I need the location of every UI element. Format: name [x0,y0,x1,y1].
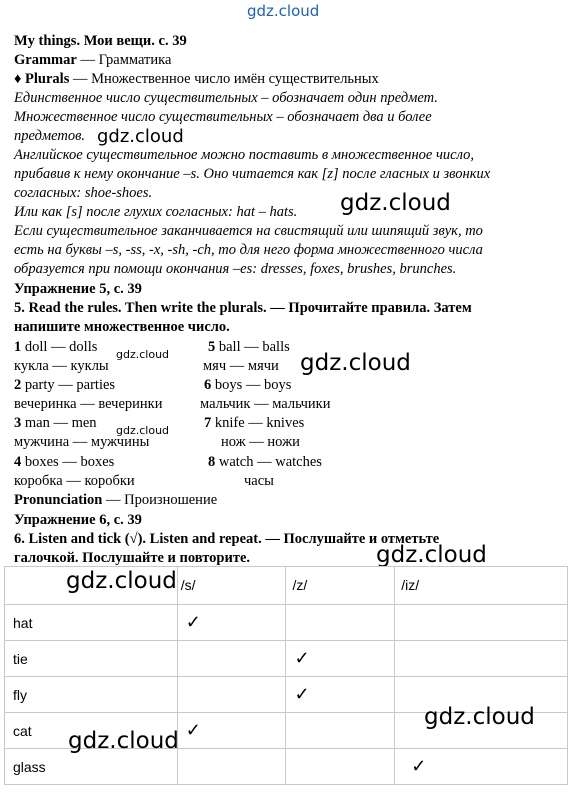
exercise5-heading: Упражнение 5, с. 39 [14,281,142,297]
check-icon: ✓ [185,720,201,740]
rule-line: Множественное число существительных – обозначает два и более [14,109,432,125]
column-header-iz: /iz/ [395,567,568,605]
word-cell: tie [5,641,178,677]
tick-cell [177,713,286,749]
grammar-label: Grammar [14,52,77,68]
exercise6-task: 6. Listen and tick (√). Listen and repeat. — Послушайте и отметьте [14,531,440,547]
answer-item: 4 boxes — boxes [14,454,115,470]
watermark: gdz.cloud [376,542,487,568]
answer-item: 8 watch — watches [208,454,322,470]
tick-cell [177,605,286,641]
tick-cell [395,749,568,785]
tick-cell [286,641,395,677]
answer-item: 1 doll — dolls [14,339,98,355]
watermark: gdz.cloud [424,704,535,730]
answer-translation: мужчина — мужчины [14,434,150,450]
tick-cell [286,749,395,785]
word-cell: hat [5,605,178,641]
watermark: gdz.cloud [116,424,170,437]
plurals-translation: — Множественное число имён существительных [72,71,379,87]
tick-cell [395,641,568,677]
tick-cell [286,713,395,749]
check-icon: ✓ [294,684,310,704]
exercise5-task: 5. Read the rules. Then write the plurals. — Прочитайте правила. Затем [14,300,472,316]
page-title: My things. Мои вещи. с. 39 [14,33,187,49]
watermark: gdz.cloud [300,350,411,376]
table-row [5,605,568,641]
watermark: gdz.cloud [68,728,179,754]
answer-item: 2 party — parties [14,377,116,393]
column-header-z: /z/ [286,567,395,605]
rule-line: Если существительное заканчивается на свистящий или шипящий звук, то [14,223,483,239]
watermark: gdz.cloud [97,126,184,147]
watermark: gdz.cloud [66,568,177,594]
tick-cell [177,749,286,785]
exercise5-task: напишите множественное число. [14,319,230,335]
plurals-heading [14,70,379,89]
rule-line: Или как [s] после глухих согласных: hat – hats. [14,204,298,220]
plurals-label: ♦ Plurals [14,71,70,87]
answer-translation: мяч — мячи [203,358,279,374]
rule-line: есть на буквы –s, -ss, -x, -sh, -ch, то для него форма множественного числа [14,242,483,258]
answer-translation: коробка — коробки [14,473,135,489]
grammar-translation: — Грамматика [80,52,172,68]
rule-line: согласных: shoe-shoes. [14,185,153,201]
answer-translation: вечеринка — вечеринки [14,396,163,412]
answer-item: 7 knife — knives [204,415,305,431]
pronunciation-label: Pronunciation [14,492,103,508]
answer-translation: кукла — куклы [14,358,109,374]
rule-line: образуется при помощи окончания –es: dresses, foxes, brushes, brunches. [14,261,457,277]
table-row [5,641,568,677]
column-header-s: /s/ [177,567,286,605]
tick-cell [286,677,395,713]
word-cell: glass [5,749,178,785]
answer-translation: часы [244,473,274,489]
watermark: gdz.cloud [340,190,451,216]
answer-item: 5 ball — balls [208,339,290,355]
answer-item: 3 man — men [14,415,97,431]
tick-cell [177,641,286,677]
rule-line: предметов. [14,128,86,144]
check-icon: ✓ [294,648,310,668]
word-cell: cat [5,713,178,749]
pronunciation-translation: — Произношение [105,492,218,508]
rule-line: прибавив к нему окончание –s. Оно читается как [z] после гласных и звонких [14,166,491,182]
answer-translation: нож — ножи [221,434,300,450]
check-icon: ✓ [185,612,201,632]
tick-cell [286,605,395,641]
pronunciation-heading [14,491,217,510]
watermark: gdz.cloud [116,348,170,361]
exercise6-heading: Упражнение 6, с. 39 [14,512,142,528]
tick-cell [177,677,286,713]
exercise6-task: галочкой. Послушайте и повторите. [14,550,251,566]
check-icon: ✓ [411,756,427,776]
grammar-heading [14,51,171,70]
word-cell: fly [5,677,178,713]
watermark-top: gdz.cloud [247,2,320,20]
tick-cell [395,605,568,641]
answer-item: 6 boys — boys [204,377,292,393]
rule-line: Английское существительное можно поставить в множественное число, [14,147,474,163]
rule-line: Единственное число существительных – обозначает один предмет. [14,90,438,106]
answer-translation: мальчик — мальчики [200,396,331,412]
